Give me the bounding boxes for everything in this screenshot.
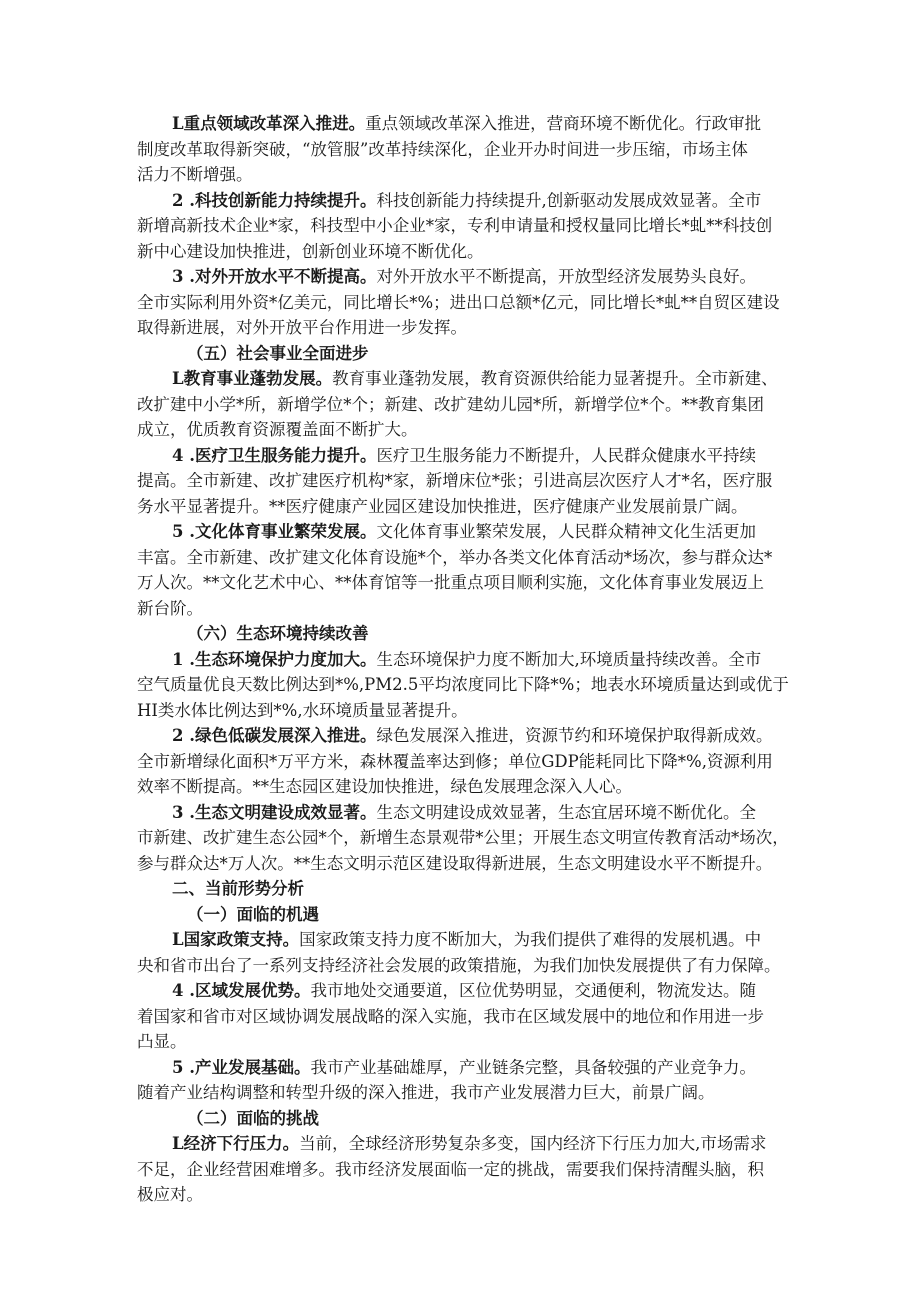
paragraph-line xyxy=(0,1004,920,1030)
line-text: 央和省市出台了一系列支持经济社会发展的政策措施，为我们加快发展提供了有力保障。 xyxy=(137,955,781,975)
item-lead: 2 .科技创新能力持续提升。 xyxy=(172,190,377,210)
line-text: 极应对。 xyxy=(137,1185,203,1204)
paragraph-line xyxy=(0,596,920,622)
item-lead: L经济下行压力。 xyxy=(172,1134,300,1153)
line-text: 科技创新能力持续提升,创新驱动发展成效显著。全市 xyxy=(376,190,762,210)
line-text: 生态环境保护力度不断加大,环境质量持续改善。全市 xyxy=(376,649,762,669)
paragraph-line xyxy=(0,468,920,494)
section-heading: 二、当前形势分析 xyxy=(172,879,304,898)
line-text: 重点领域改革深入推进，营商环境不断优化。行政审批 xyxy=(365,114,762,133)
paragraph xyxy=(0,366,920,443)
item-lead: 2 .绿色低碳发展深入推进。 xyxy=(172,726,377,745)
paragraph-line xyxy=(0,417,920,443)
paragraph-line xyxy=(0,749,920,775)
paragraph-line xyxy=(0,851,920,877)
paragraph xyxy=(0,264,920,341)
paragraph-line xyxy=(0,672,920,698)
paragraph-line xyxy=(0,239,920,265)
paragraph-line xyxy=(0,213,920,239)
paragraph-line xyxy=(0,137,920,163)
paragraph-line xyxy=(0,774,920,800)
line-text: 国家政策支持力度不断加大，为我们提供了难得的发展机遇。中 xyxy=(299,930,762,949)
paragraph xyxy=(0,978,920,1055)
paragraph xyxy=(0,800,920,877)
subsection-heading: （二）面临的挑战 xyxy=(187,1108,319,1128)
item-lead: L国家政策支持。 xyxy=(172,930,300,949)
line-text: 新中心建设加快推进，创新创业环境不断优化。 xyxy=(137,241,484,261)
paragraph xyxy=(0,519,920,621)
paragraph-line xyxy=(0,1157,920,1183)
line-text: 务水平显著提升。**医疗健康产业园区建设加快推进，医疗健康产业发展前景广阔。 xyxy=(137,496,748,516)
paragraph-line xyxy=(0,366,920,392)
line-text: 参与群众达*万人次。**生态文明示范区建设取得新进展，生态文明建设水平不断提升。 xyxy=(137,853,773,873)
paragraph xyxy=(0,443,920,520)
line-text: 不足，企业经营困难增多。我市经济发展面临一定的挑战，需要我们保持清醒头脑，积 xyxy=(137,1159,764,1179)
item-lead: 1 .生态环境保护力度加大。 xyxy=(172,649,377,669)
paragraph-line xyxy=(0,1182,920,1208)
paragraph-line xyxy=(0,800,920,826)
paragraph-line xyxy=(0,290,920,316)
line-text: 随着产业结构调整和转型升级的深入推进，我市产业发展潜力巨大，前景广阔。 xyxy=(137,1083,715,1102)
line-text: 活力不断增强。 xyxy=(137,165,253,184)
paragraph-line xyxy=(0,188,920,214)
paragraph xyxy=(0,647,920,724)
document-body xyxy=(0,111,920,1208)
paragraph-line xyxy=(0,264,920,290)
line-text: HI类水体比例达到*%,水环境质量显著提升。 xyxy=(137,700,468,720)
item-lead: L教育事业蓬勃发展。 xyxy=(172,369,333,388)
line-text: 文化体育事业繁荣发展，人民群众精神文化生活更加 xyxy=(376,522,756,541)
line-text: 全市实际利用外资*亿美元，同比增长*%；进出口总额*亿元，同比增长*虬**自贸区建设 xyxy=(137,292,780,312)
item-lead: L重点领域改革深入推进。 xyxy=(172,114,366,133)
line-text: 教育事业蓬勃发展，教育资源供给能力显著提升。全市新建、 xyxy=(332,369,778,388)
line-text: 着国家和省市对区域协调发展战略的深入实施，我市在区域发展中的地位和作用进一步 xyxy=(137,1006,764,1026)
item-lead: 3 .生态文明建设成效显著。 xyxy=(172,802,377,822)
line-text: 全市新增绿化面积*万平方米，森林覆盖率达到修；单位GDP能耗同比下降*%,资源利用 xyxy=(137,751,773,771)
line-text: 我市地处交通要道，区位优势明显，交通便利，物流发达。随 xyxy=(310,981,756,1000)
line-text: 丰富。全市新建、改扩建文化体育设施*个，举办各类文化体育活动*场次，参与群众达* xyxy=(137,547,773,567)
line-text: 成立，优质教育资源覆盖面不断扩大。 xyxy=(137,420,418,439)
paragraph xyxy=(0,1055,920,1106)
line-text: 绿色发展深入推进，资源节约和环境保护取得新成效。 xyxy=(376,726,773,745)
line-text: 当前，全球经济形势复杂多变，国内经济下行压力加大,市场需求 xyxy=(299,1134,767,1153)
line-text: 改扩建中小学*所，新增学位*个；新建、改扩建幼儿园*所，新增学位*个。**教育集团 xyxy=(137,394,764,414)
line-text: 我市产业基础雄厚，产业链条完整，具备较强的产业竞争力。 xyxy=(310,1057,756,1077)
subsection-heading: （一）面临的机遇 xyxy=(187,904,319,924)
paragraph-line xyxy=(0,927,920,953)
paragraph xyxy=(0,927,920,978)
paragraph-line xyxy=(0,698,920,724)
line-text: 取得新进展，对外开放平台作用进一步发挥。 xyxy=(137,318,467,337)
paragraph xyxy=(0,111,920,188)
paragraph-line xyxy=(0,162,920,188)
line-text: 新增高新技术企业*家，科技型中小企业*家，专利申请量和授权量同比增长*虬**科技创 xyxy=(137,216,773,235)
line-text: 对外开放水平不断提高，开放型经济发展势头良好。 xyxy=(376,267,756,286)
paragraph-line xyxy=(0,1080,920,1106)
line-text: 效率不断提高。**生态园区建设加快推进，绿色发展理念深入人心。 xyxy=(137,777,632,796)
paragraph-line xyxy=(0,111,920,137)
line-text: 生态文明建设成效显著，生态宜居环境不断优化。全 xyxy=(376,802,756,822)
paragraph-line xyxy=(0,392,920,418)
paragraph xyxy=(0,188,920,265)
line-text: 空气质量优良天数比例达到*%,PM2.5平均浓度同比下降*%；地表水环境质量达到或优于 xyxy=(137,675,789,694)
paragraph-line xyxy=(0,978,920,1004)
paragraph-line xyxy=(0,570,920,596)
paragraph-line xyxy=(0,953,920,979)
paragraph-line xyxy=(0,545,920,571)
line-text: 新台阶。 xyxy=(137,598,203,618)
paragraph xyxy=(0,1131,920,1208)
paragraph-line xyxy=(0,1055,920,1081)
paragraph-line xyxy=(0,723,920,749)
paragraph xyxy=(0,723,920,800)
line-text: 万人次。**文化艺术中心、**体育馆等一批重点项目顺利实施，文化体育事业发展迈上 xyxy=(137,573,764,592)
paragraph-line xyxy=(0,519,920,545)
item-lead: 3 .对外开放水平不断提高。 xyxy=(172,267,377,286)
subsection-heading: （六）生态环境持续改善 xyxy=(187,624,369,643)
paragraph-line xyxy=(0,494,920,520)
line-text: 凸显。 xyxy=(137,1032,187,1051)
line-text: 医疗卫生服务能力不断提升，人民群众健康水平持续 xyxy=(376,445,756,465)
paragraph-line xyxy=(0,443,920,469)
line-text: 市新建、改扩建生态公园*个，新增生态景观带*公里；开展生态文明宣传教育活动*场次， xyxy=(137,828,789,847)
item-lead: 5 .产业发展基础。 xyxy=(172,1057,311,1077)
paragraph-line xyxy=(0,1131,920,1157)
item-lead: 5 .文化体育事业繁荣发展。 xyxy=(172,522,377,541)
line-text: 提高。全市新建、改扩建医疗机构*家，新增床位*张；引进高层次医疗人才*名，医疗服 xyxy=(137,471,773,490)
paragraph-line xyxy=(0,315,920,341)
subsection-heading: （五）社会事业全面进步 xyxy=(187,343,369,363)
paragraph-line xyxy=(0,647,920,673)
paragraph-line xyxy=(0,1029,920,1055)
item-lead: 4 .区域发展优势。 xyxy=(172,981,311,1000)
item-lead: 4 .医疗卫生服务能力提升。 xyxy=(172,445,377,465)
paragraph-line xyxy=(0,825,920,851)
line-text: 制度改革取得新突破，“放管服”改革持续深化，企业开办时间进一步压缩，市场主体 xyxy=(137,139,748,159)
